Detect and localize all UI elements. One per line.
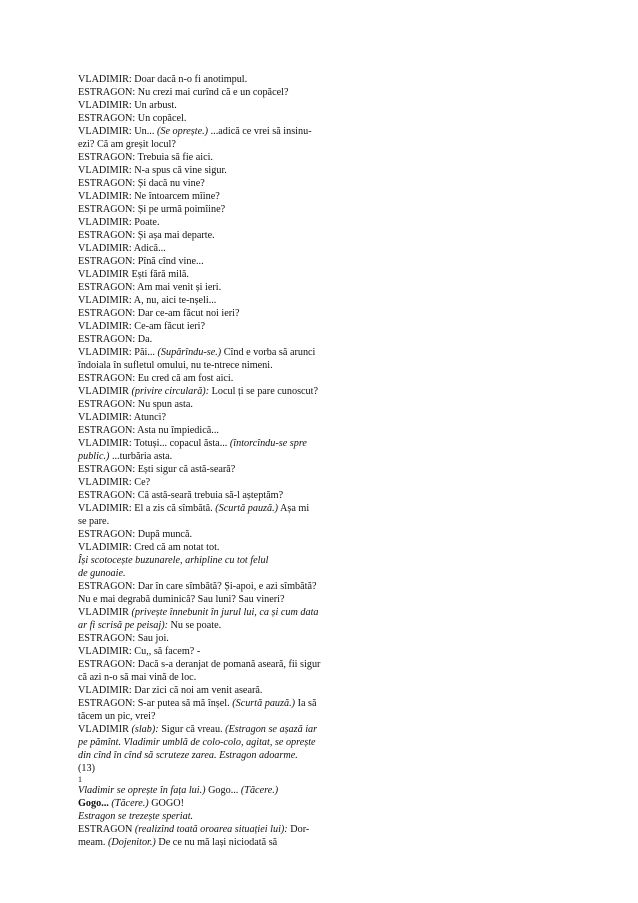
text-line bbox=[78, 749, 346, 762]
text-line bbox=[78, 554, 346, 567]
text-line bbox=[78, 797, 346, 810]
stage-direction: din cînd în cînd să scruteze zarea. Estragon adoarme. bbox=[78, 750, 298, 761]
dialogue-text: ESTRAGON: Nu crezi mai curînd că e un copăcel? bbox=[78, 87, 289, 98]
dialogue-text: VLADIMIR Ești fără milă. bbox=[78, 269, 189, 280]
dialogue-text: ESTRAGON: Ești sigur că astă-seară? bbox=[78, 464, 236, 475]
dialogue-text: ESTRAGON: Dar ce-am făcut noi ieri? bbox=[78, 308, 240, 319]
dialogue-text: VLADIMIR: Păi... bbox=[78, 347, 158, 358]
text-line bbox=[78, 398, 346, 411]
dialogue-text: ESTRAGON: Trebuia să fie aici. bbox=[78, 152, 213, 163]
text-line bbox=[78, 606, 346, 619]
text-line bbox=[78, 73, 346, 86]
dialogue-text: Sigur că vreau. bbox=[158, 724, 226, 735]
text-line bbox=[78, 424, 346, 437]
text-line bbox=[78, 216, 346, 229]
dialogue-text: Cînd e vorba să arunci bbox=[221, 347, 316, 358]
dialogue-text: VLADIMIR bbox=[78, 607, 132, 618]
text-line bbox=[78, 125, 346, 138]
dialogue-text: ESTRAGON: Și pe urmă poimîine? bbox=[78, 204, 226, 215]
dialogue-text: Gogo... bbox=[78, 798, 109, 809]
dialogue-text: ESTRAGON: Și dacă nu vine? bbox=[78, 178, 205, 189]
text-line bbox=[78, 784, 346, 797]
stage-direction: (Supărîndu-se.) bbox=[157, 347, 222, 358]
stage-direction: Își scotocește buzunarele, arhipline cu tot felul bbox=[78, 555, 269, 566]
text-line bbox=[78, 580, 346, 593]
dialogue-text: îndoiala în sufletul omului, nu te-ntrece nimeni. bbox=[78, 360, 273, 371]
dialogue-text: ESTRAGON: S-ar putea să mă înșel. bbox=[78, 698, 233, 709]
dialogue-text: ESTRAGON: Nu spun asta. bbox=[78, 399, 193, 410]
stage-direction: public.) bbox=[78, 451, 110, 462]
dialogue-text: VLADIMIR: Cu,, să facem? - bbox=[78, 646, 201, 657]
stage-direction: (Tăcere.) bbox=[240, 785, 279, 796]
dialogue-text: VLADIMIR: Un arbust. bbox=[78, 100, 177, 111]
dialogue-text: ESTRAGON bbox=[78, 824, 135, 835]
text-line bbox=[78, 86, 346, 99]
text-line bbox=[78, 346, 346, 359]
dialogue-text: VLADIMIR: Un... bbox=[78, 126, 157, 137]
dialogue-text: Nu e mai degrabă duminică? Sau luni? Sau vineri? bbox=[78, 594, 285, 605]
text-line bbox=[78, 823, 346, 836]
text-line bbox=[78, 528, 346, 541]
text-line bbox=[78, 775, 346, 784]
text-line bbox=[78, 437, 346, 450]
dialogue-text: VLADIMIR bbox=[78, 724, 132, 735]
dialogue-text: meam. bbox=[78, 837, 108, 848]
stage-direction: (Scurtă pauză.) bbox=[215, 503, 279, 514]
dialogue-text: VLADIMIR: Adică... bbox=[78, 243, 166, 254]
stage-direction: (privește înnebunit în jurul lui, ca și cum data bbox=[131, 607, 319, 618]
text-line bbox=[78, 229, 346, 242]
text-line bbox=[78, 502, 346, 515]
dialogue-text: VLADIMIR: Cred că am notat tot. bbox=[78, 542, 220, 553]
text-line bbox=[78, 658, 346, 671]
dialogue-text: ESTRAGON: Pînă cînd vine... bbox=[78, 256, 204, 267]
dialogue-text: Dor- bbox=[287, 824, 310, 835]
dialogue-text: ESTRAGON: Am mai venit și ieri. bbox=[78, 282, 222, 293]
dialogue-text: ESTRAGON: Dar în care sîmbătă? Și-apoi, e azi sîmbătă? bbox=[78, 581, 317, 592]
dialogue-text: că azi n-o să mai vină de loc. bbox=[78, 672, 197, 683]
text-line bbox=[78, 359, 346, 372]
dialogue-text: Nu se poate. bbox=[167, 620, 222, 631]
text-line bbox=[78, 294, 346, 307]
text-line bbox=[78, 242, 346, 255]
text-line bbox=[78, 593, 346, 606]
dialogue-text: ESTRAGON: Asta nu împiedică... bbox=[78, 425, 219, 436]
text-line bbox=[78, 333, 346, 346]
text-line bbox=[78, 151, 346, 164]
text-line bbox=[78, 281, 346, 294]
stage-direction: (Tăcere.) bbox=[111, 798, 149, 809]
dialogue-text: VLADIMIR: A, nu, aici te-nșeli... bbox=[78, 295, 217, 306]
stage-direction: de gunoaie. bbox=[78, 568, 126, 579]
dialogue-text: ESTRAGON: Eu cred că am fost aici. bbox=[78, 373, 234, 384]
text-line bbox=[78, 320, 346, 333]
dialogue-text: VLADIMIR: Poate. bbox=[78, 217, 160, 228]
dialogue-text: De ce nu mă lași niciodată să bbox=[155, 837, 278, 848]
dialogue-text: ...adică ce vrei să insinu- bbox=[208, 126, 312, 137]
text-line bbox=[78, 138, 346, 151]
text-line bbox=[78, 619, 346, 632]
text-line bbox=[78, 307, 346, 320]
text-line bbox=[78, 385, 346, 398]
stage-direction: ar fi scrisă pe peisaj): bbox=[78, 620, 168, 631]
text-line bbox=[78, 710, 346, 723]
dialogue-text: ezi? Că am greșit locul? bbox=[78, 139, 176, 150]
stage-direction: Vladimir se oprește în fața lui.) bbox=[78, 785, 206, 796]
dialogue-text: Locul ți se pare cunoscut? bbox=[209, 386, 319, 397]
text-line bbox=[78, 255, 346, 268]
text-line bbox=[78, 268, 346, 281]
dialogue-text: GOGO! bbox=[148, 798, 185, 809]
dialogue-text: ESTRAGON: Un copăcel. bbox=[78, 113, 187, 124]
text-line bbox=[78, 450, 346, 463]
dialogue-text: se pare. bbox=[78, 516, 110, 527]
text-line bbox=[78, 762, 346, 775]
dialogue-text: VLADIMIR: El a zis că sîmbătă. bbox=[78, 503, 216, 514]
text-line bbox=[78, 112, 346, 125]
stage-direction: (întorcîndu-se spre bbox=[229, 438, 307, 449]
stage-direction: pe pămînt. Vladimir umblă de colo-colo, agitat, se oprește bbox=[78, 737, 316, 748]
dialogue-text: ESTRAGON: După muncă. bbox=[78, 529, 193, 540]
dialogue-text: VLADIMIR: Totuși... copacul ăsta... bbox=[78, 438, 230, 449]
dialogue-text: ...turbăria asta. bbox=[109, 451, 173, 462]
text-line bbox=[78, 177, 346, 190]
stage-direction: Estragon se trezește speriat. bbox=[78, 811, 194, 822]
dialogue-text: VLADIMIR: Ne întoarcem mîine? bbox=[78, 191, 220, 202]
dialogue-text: 1 bbox=[78, 775, 82, 784]
text-line bbox=[78, 736, 346, 749]
dialogue-text: ESTRAGON: Da. bbox=[78, 334, 153, 345]
dialogue-text: tăcem un pic, vrei? bbox=[78, 711, 156, 722]
dialogue-text: Așa mi bbox=[278, 503, 310, 514]
text-line bbox=[78, 810, 346, 823]
text-line bbox=[78, 836, 346, 849]
dialogue-text: VLADIMIR: Ce? bbox=[78, 477, 151, 488]
dialogue-text: ESTRAGON: Dacă s-a deranjat de pomană aseară, fii sigur bbox=[78, 659, 321, 670]
stage-direction: (privire circulară): bbox=[131, 386, 210, 397]
text-line bbox=[78, 489, 346, 502]
dialogue-text: VLADIMIR: Ce-am făcut ieri? bbox=[78, 321, 206, 332]
dialogue-text: ESTRAGON: Sau joi. bbox=[78, 633, 169, 644]
dialogue-text: (13) bbox=[78, 763, 95, 774]
text-line bbox=[78, 203, 346, 216]
text-line bbox=[78, 671, 346, 684]
dialogue-text: Ia să bbox=[295, 698, 317, 709]
stage-direction: (Dojenitor.) bbox=[108, 837, 156, 848]
stage-direction: (Estragon se așază iar bbox=[225, 724, 318, 735]
dialogue-text: ESTRAGON: Și așa mai departe. bbox=[78, 230, 215, 241]
text-line bbox=[78, 411, 346, 424]
dialogue-text: VLADIMIR: N-a spus că vine sigur. bbox=[78, 165, 227, 176]
text-line bbox=[78, 99, 346, 112]
text-line bbox=[78, 463, 346, 476]
stage-direction: (slab): bbox=[131, 724, 159, 735]
text-line bbox=[78, 515, 346, 528]
play-text bbox=[78, 73, 346, 849]
dialogue-text: VLADIMIR: Dar zici că noi am venit aseară. bbox=[78, 685, 263, 696]
text-line bbox=[78, 645, 346, 658]
dialogue-text: VLADIMIR: Atunci? bbox=[78, 412, 166, 423]
dialogue-text: VLADIMIR: Doar dacă n-o fi anotimpul. bbox=[78, 74, 248, 85]
stage-direction: (Se oprește.) bbox=[156, 126, 209, 137]
text-line bbox=[78, 541, 346, 554]
text-line bbox=[78, 476, 346, 489]
text-line bbox=[78, 632, 346, 645]
text-line bbox=[78, 372, 346, 385]
text-line bbox=[78, 697, 346, 710]
dialogue-text: VLADIMIR bbox=[78, 386, 132, 397]
text-line bbox=[78, 684, 346, 697]
dialogue-text: ESTRAGON: Că astă-seară trebuia să-l așteptăm? bbox=[78, 490, 284, 501]
text-line bbox=[78, 164, 346, 177]
text-line bbox=[78, 190, 346, 203]
stage-direction: (Scurtă pauză.) bbox=[232, 698, 296, 709]
text-line bbox=[78, 723, 346, 736]
text-line bbox=[78, 567, 346, 580]
stage-direction: (realizînd toată oroarea situației lui): bbox=[134, 824, 288, 835]
dialogue-text: Gogo... bbox=[205, 785, 241, 796]
